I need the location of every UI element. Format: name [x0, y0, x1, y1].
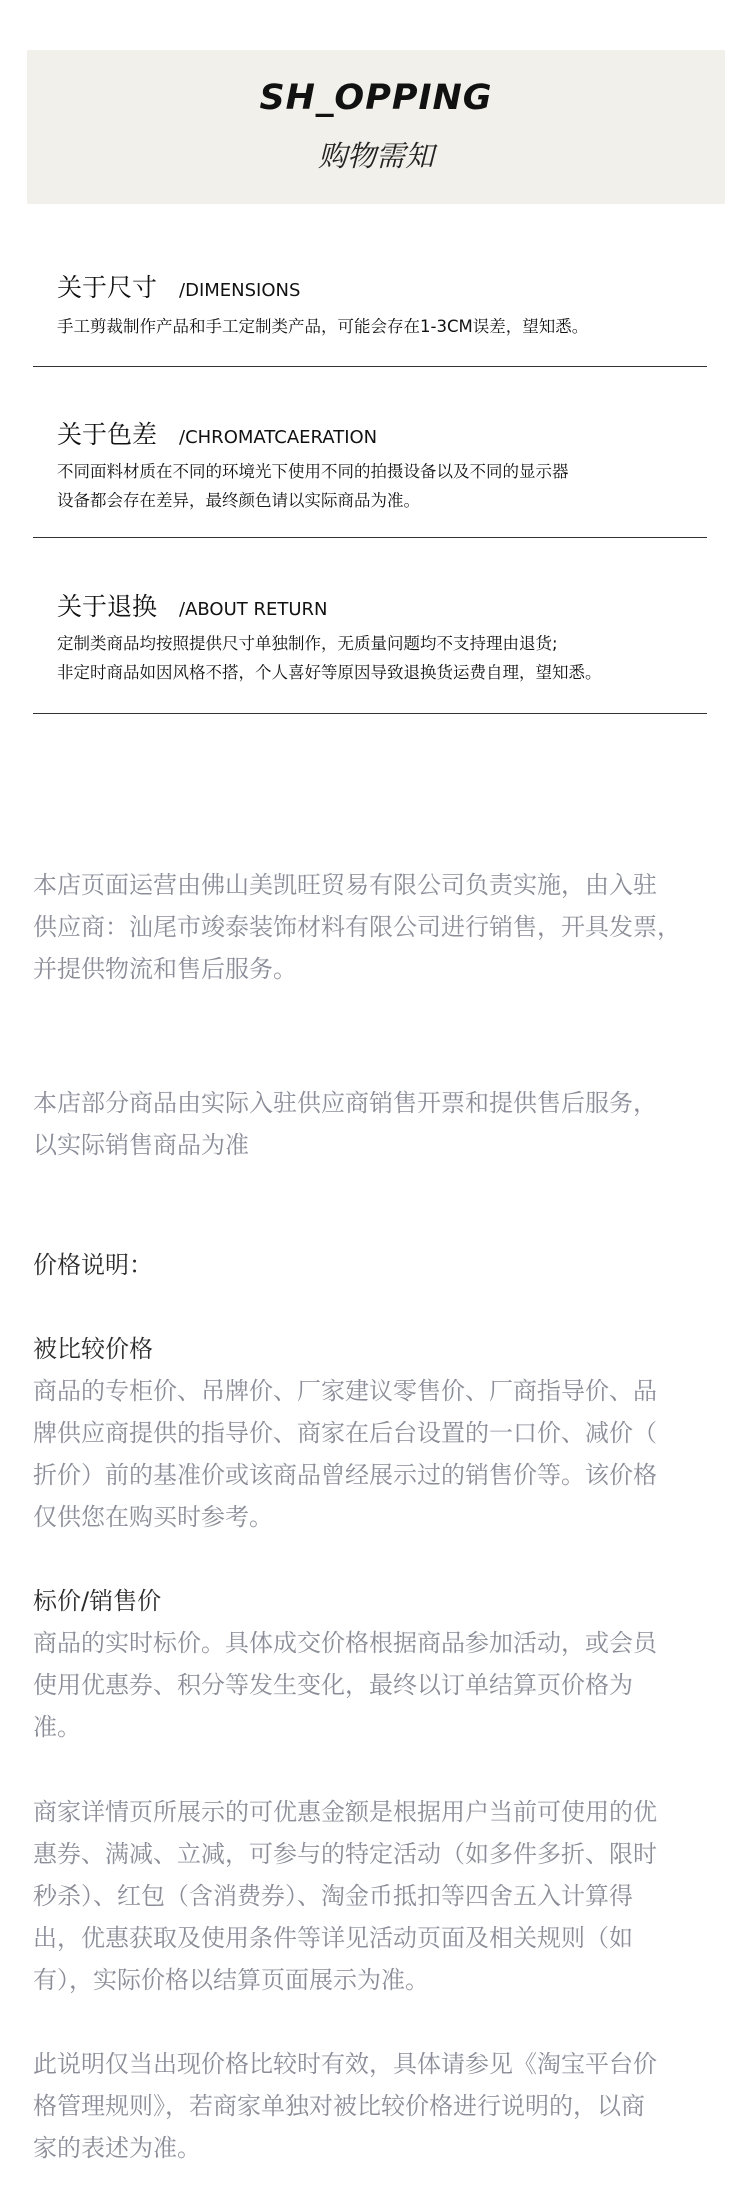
list-price-text: 商品的实时标价。具体成交价格根据商品参加活动，或会员 使用优惠券、积分等发生变化，最终以订单结算页价格为 准。 — [33, 1629, 657, 1741]
price-explanation-heading: 价格说明： — [33, 1251, 153, 1279]
divider — [33, 366, 707, 367]
validity-note: 此说明仅当出现价格比较时有效，具体请参见《淘宝平台价 格管理规则》，若商家单独对被比较价格进行说明的，以商 家的表述为准。 — [33, 2050, 657, 2162]
banner-title: SH_OPPING — [259, 78, 493, 118]
notice-title: 关于尺寸 — [57, 273, 158, 302]
notice-dimensions — [33, 268, 707, 368]
notice-text-line: 设备都会存在差异，最终颜色请以实际商品为准。 — [57, 491, 420, 510]
notice-text-line: 定制类商品均按照提供尺寸单独制作，无质量问题均不支持理由退货; — [57, 634, 558, 653]
compared-price-text: 商品的专柜价、吊牌价、厂家建议零售价、厂商指导价、品 牌供应商提供的指导价、商家在后台设置的一口价、减价（ 折价）前的基准价或该商品曾经展示过的销售价等。该价格 仅供您在购买时参考。 — [33, 1377, 657, 1531]
notice-text-line: 不同面料材质在不同的环境光下使用不同的拍摄设备以及不同的显示器 — [57, 462, 569, 481]
notice-subtitle: /DIMENSIONS — [179, 280, 301, 301]
divider — [33, 537, 707, 538]
list-price-title: 标价/销售价 — [33, 1587, 162, 1615]
shopping-banner — [27, 50, 725, 204]
notice-subtitle: /CHROMATCAERATION — [179, 427, 378, 448]
notice-return — [33, 587, 707, 717]
notice-color-difference — [33, 415, 707, 541]
compared-price-title: 被比较价格 — [33, 1335, 153, 1363]
notice-text-line: 非定时商品如因风格不搭，个人喜好等原因导致退换货运费自理，望知悉。 — [57, 663, 602, 682]
supplier-notice: 本店部分商品由实际入驻供应商销售开票和提供售后服务， 以实际销售商品为准 — [33, 1089, 657, 1159]
divider — [33, 713, 707, 714]
notice-text-line: 手工剪裁制作产品和手工定制类产品，可能会存在1-3CM误差，望知悉。 — [57, 317, 589, 336]
discount-note: 商家详情页所展示的可优惠金额是根据用户当前可使用的优 惠券、满减、立减，可参与的特定活动（如多件多折、限时 秒杀）、红包（含消费券）、淘金币抵扣等四舍五入计算得 出，优惠获取及使用条件等详见活动页面及相关规则（如 有），实际价格以结算页面展示为准。 — [33, 1798, 657, 1994]
banner-subtitle: 购物需知 — [317, 139, 434, 173]
operator-notice: 本店页面运营由佛山美凯旺贸易有限公司负责实施，由入驻 供应商：汕尾市竣泰装饰材料有限公司进行销售，开具发票， 并提供物流和售后服务。 — [33, 871, 681, 983]
notice-subtitle: /ABOUT RETURN — [179, 599, 328, 620]
notice-title: 关于退换 — [57, 592, 158, 621]
notice-title: 关于色差 — [57, 420, 158, 449]
